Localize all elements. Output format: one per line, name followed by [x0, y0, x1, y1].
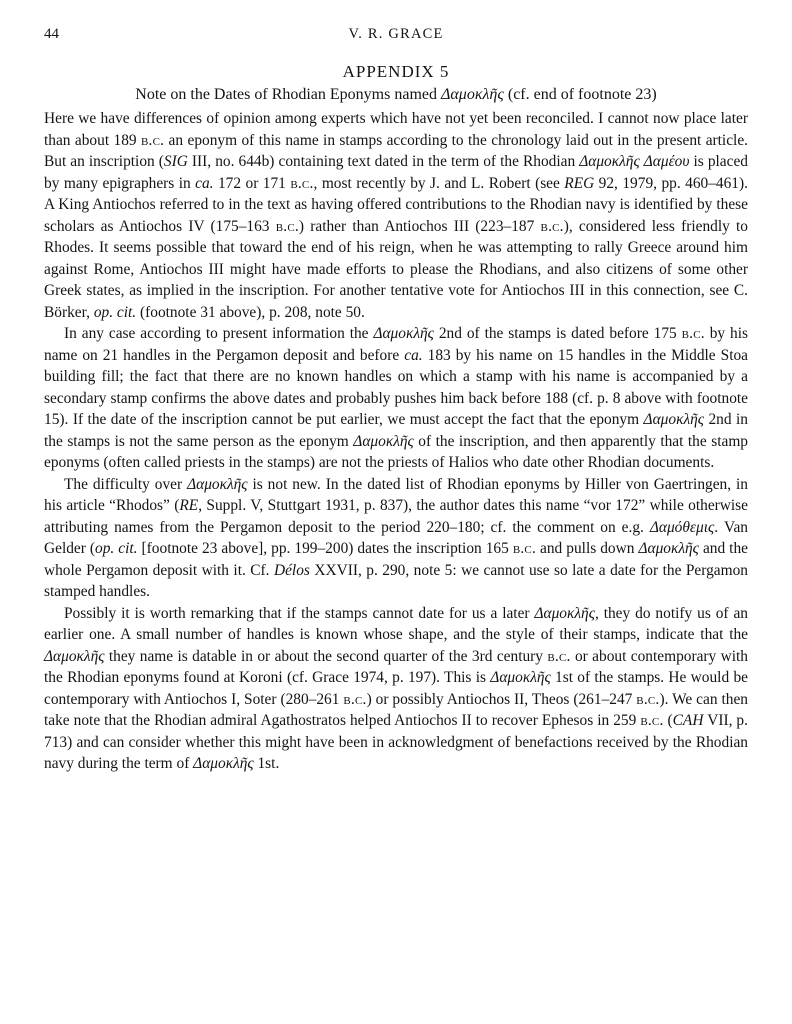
greek-term: Δαμοκλῆς: [534, 604, 595, 622]
appendix-title: APPENDIX 5: [342, 62, 450, 81]
text-run: or about contemporary with the Rhodian eponyms found at Koroni (cf. Grace 1974, p. 197). This is: [44, 647, 749, 686]
page-header: [44, 26, 748, 46]
text-run: (: [663, 712, 673, 729]
text-run: ). We can then take note that the Rhodian admiral Agathostratos helped Antiochos II to recover Ephesos in 259: [44, 690, 748, 729]
greek-term: Δαμοκλῆς: [187, 475, 248, 493]
citation-italic: Délos: [273, 561, 310, 579]
paragraph-1: [44, 108, 748, 323]
greek-term: Δαμέου: [643, 153, 690, 170]
text-run: XXVII, p. 290, note 5: we cannot use so late a date for the Pergamon stamped handles.: [44, 561, 748, 600]
abbrev-italic: op. cit.: [93, 303, 137, 321]
era-abbrev: b.c.: [681, 325, 705, 342]
text-run: an eponym of this name in stamps according to the chronology laid out in the present article. But an inscription (: [44, 131, 748, 170]
text-run: (footnote 31 above), p. 208, note 50.: [136, 303, 365, 321]
greek-term: Δαμοκλῆς: [579, 153, 640, 170]
era-abbrev: b.c.: [343, 690, 367, 708]
text-run: . Van Gelder (: [44, 518, 748, 557]
text-run: ) rather than Antiochos III (223–187: [298, 217, 541, 235]
text-run: 172 or 171: [213, 174, 291, 192]
abbrev-italic: op. cit.: [95, 540, 138, 557]
page-number: 44: [44, 26, 59, 42]
text-run: In any case according to present information the: [64, 325, 374, 342]
text-run: Here we have differences of opinion among experts which have not yet been reconciled. I cannot now place later than about 189: [44, 110, 748, 149]
greek-term: Δαμοκλῆς: [353, 432, 414, 450]
running-head: V. R. GRACE: [348, 26, 444, 42]
text-run: III, no. 644b) containing text dated in the term of the Rhodian: [187, 153, 580, 170]
citation-italic: RE: [179, 497, 199, 514]
era-abbrev: b.c.: [636, 690, 660, 708]
citation-italic: REG: [564, 174, 595, 192]
era-abbrev: b.c.: [547, 647, 571, 665]
greek-term: Δαμοκλῆς: [490, 669, 551, 686]
subtitle-text: (cf. end of footnote 23): [503, 86, 657, 103]
paragraph-3: [44, 474, 748, 603]
text-run: The difficulty over: [64, 475, 188, 493]
body-text: [44, 108, 748, 775]
text-run: , most recently by J. and L. Robert (see: [313, 174, 565, 192]
text-run: 2nd of the stamps is dated before 175: [433, 325, 682, 342]
era-abbrev: b.c.: [512, 540, 537, 557]
text-run: 1st.: [253, 755, 280, 772]
abbrev-italic: ca.: [195, 174, 214, 192]
abbrev-italic: ca.: [404, 346, 423, 364]
text-run: VII, p. 713) and can consider whether this might have been in acknowledgment of benefactions received by the Rhodian navy during the term of: [44, 712, 748, 772]
text-run: ), considered less friendly to Rhodes. It seems possible that toward the end of his reign, when he was attempting to rally Greece around him against Rome, Antiochos III might have made efforts to please the Rhodians, and also citizens of some other Greek states, as implied in the inscription. For another tentative vote for Antiochos III in this connection, see C. Börker,: [44, 217, 748, 321]
text-run: , they do notify us of an earlier one. A small number of handles is known whose shape, and the style of their stamps, indicate that the: [44, 604, 748, 643]
greek-term: Δαμοκλῆς: [193, 755, 254, 772]
era-abbrev: b.c.: [140, 131, 165, 149]
greek-term: Δαμοκλῆς: [638, 540, 699, 557]
text-run: Possibly it is worth remarking that if the stamps cannot date for us a later: [64, 604, 535, 622]
text-run: of the inscription, and then apparently that the stamp eponyms (often called priests in the stamps) are not the priests of Halios who date other Rhodian documents.: [44, 432, 748, 471]
paragraph-4: [44, 603, 748, 775]
text-run: 2nd in the stamps is not the same person as the eponym: [44, 411, 748, 450]
era-abbrev: b.c.: [275, 217, 299, 235]
paragraph-2: [44, 323, 748, 474]
greek-term: Δαμοκλῆς: [373, 325, 434, 342]
era-abbrev: b.c.: [290, 174, 314, 192]
greek-term: Δαμοκλῆς: [643, 411, 705, 428]
citation-italic: SIG: [163, 153, 188, 170]
text-run: 183 by his name on 15 handles in the Middle Stoa building fill; the fact that there are no known handles on which a stamp with his name is accompanied by a secondary stamp confirms the above dates and probably pushes him back before 188 (cf. p. 8 above with footnote 15). If the date of the inscription cannot be put earlier, we must accept the fact that the eponym: [44, 346, 749, 428]
text-run: 1st of the stamps. He would be contemporary with Antiochos I, Soter (280–261: [44, 669, 748, 708]
greek-term: Δαμόθεμις: [649, 518, 715, 536]
greek-term: Δαμοκλῆς: [44, 647, 105, 665]
text-run: , Suppl. V, Stuttgart 1931, p. 837), the author dates this name “vor 172” while otherwise attributing names from the Pergamon deposit to the period 220–180; cf. the comment on e.g.: [44, 497, 749, 536]
citation-italic: CAH: [672, 712, 704, 729]
text-run: and the whole Pergamon deposit with it. Cf.: [44, 540, 748, 579]
text-run: is not new. In the dated list of Rhodian eponyms by Hiller von Gaertringen, in his article “Rhodos” (: [44, 475, 748, 514]
subtitle-text: Note on the Dates of Rhodian Eponyms named: [135, 86, 441, 103]
text-run: and pulls down: [536, 540, 639, 557]
appendix-subtitle: [44, 86, 748, 104]
text-run: they name is datable in or about the second quarter of the 3rd century: [104, 647, 548, 665]
text-run: is placed by many epigraphers in: [44, 153, 748, 192]
era-abbrev: b.c.: [640, 712, 664, 729]
greek-term: Δαμοκλῆς: [441, 86, 504, 103]
era-abbrev: b.c.: [540, 217, 564, 235]
text-run: 92, 1979, pp. 460–461). A King Antiochos referred to in the text as having offered contributions to the Rhodian navy is identified by these scholars as Antiochos IV (175–163: [44, 174, 748, 235]
text-run: by his name on 21 handles in the Pergamon deposit and before: [44, 325, 748, 364]
text-run: [footnote 23 above], pp. 199–200) dates the inscription 165: [137, 540, 513, 557]
text-run: ) or possibly Antiochos II, Theos (261–247: [366, 690, 637, 708]
